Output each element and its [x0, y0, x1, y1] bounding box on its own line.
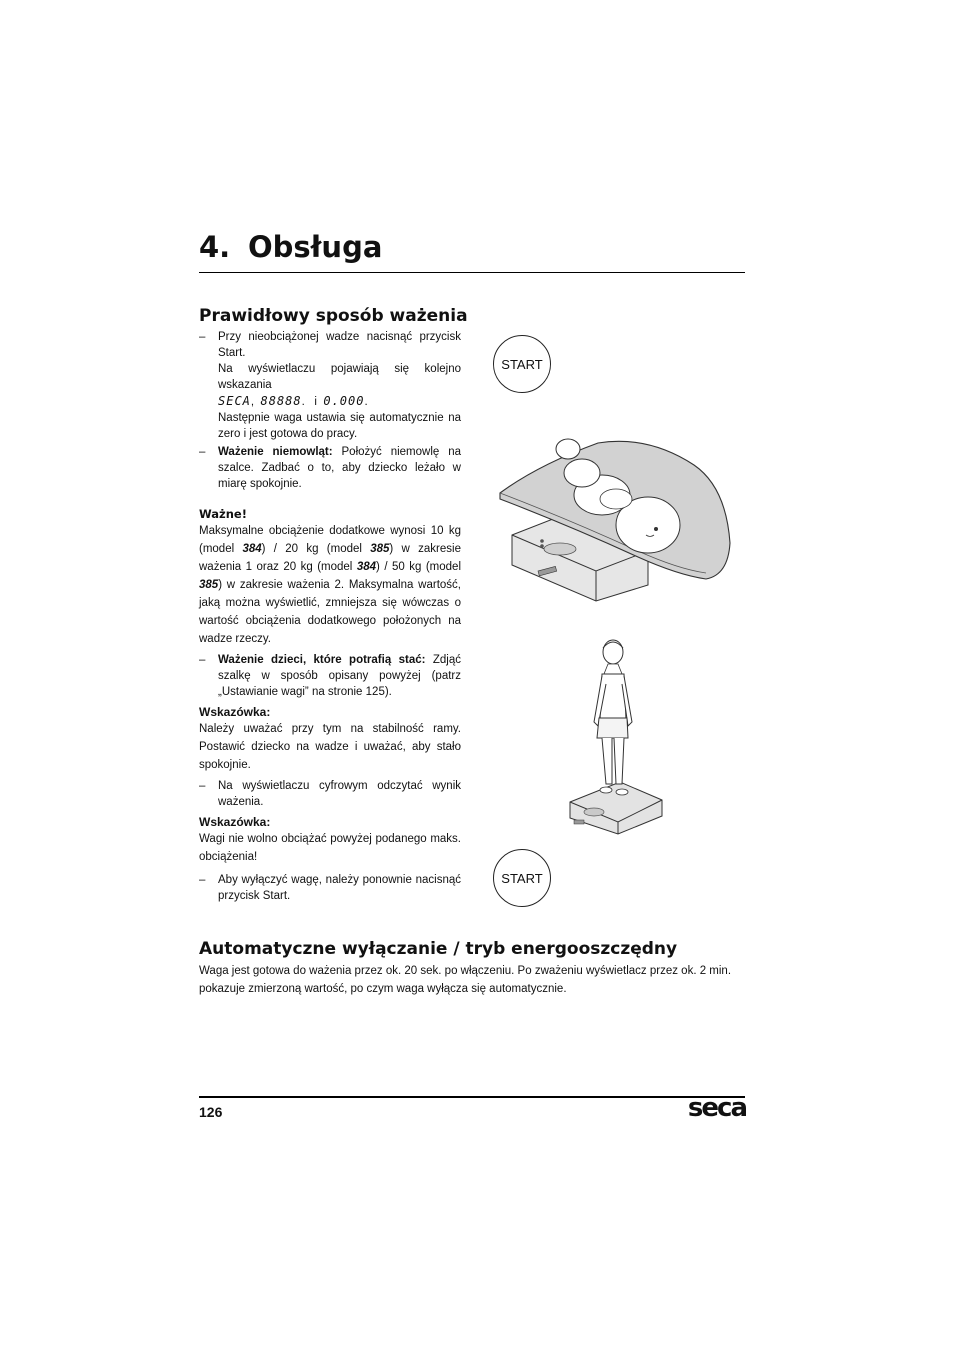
lcd-88888: 88888: [260, 394, 302, 408]
section-title-auto-off: Automatyczne wyłączanie / tryb energooszczędny: [199, 939, 678, 959]
child-on-scale-illustration: [566, 634, 666, 844]
chapter-title-text: Obsługa: [248, 230, 383, 264]
chapter-number: 4.: [199, 230, 231, 264]
auto-off-text: Waga jest gotowa do ważenia przez ok. 20 sek. po włączeniu. Po zważeniu wyświetlacz przez ok. 2 min. pokazuje zmierzoną wartość, po czym waga wyłącza się automatycznie.: [199, 965, 732, 995]
instructions-column: [199, 329, 461, 904]
lcd-zero: 0.000: [323, 394, 365, 408]
list-item-start: – Przy nieobciążonej wadze nacisnąć przycisk Start. Na wyświetlaczu pojawiają się kolejno wskazania SECA, 88888. i 0.000. Następnie waga ustawia się automatycznie na zero i jest gotowa do pracy.: [199, 331, 461, 440]
list-item-standing-child: – Ważenie dzieci, które potrafią stać: Zdjąć szalkę w sposób opisany powyżej (patrz „Ustawianie wagi” na stronie 125).: [199, 654, 461, 698]
list-item-infant: – Ważenie niemowląt: Położyć niemowlę na szalce. Zadbać o to, aby dziecko leżało w miarę spokojnie.: [199, 446, 462, 490]
list-item-read-result: – Na wyświetlaczu cyfrowym odczytać wynik ważenia.: [199, 780, 461, 808]
seca-logo: seca: [687, 1093, 746, 1123]
hint2-heading: Wskazówka:: [199, 815, 271, 829]
start-button-icon-top: START: [493, 335, 551, 393]
start-button-icon-bottom: START: [493, 849, 551, 907]
important-heading: Ważne!: [199, 507, 247, 521]
page-number: 126: [199, 1104, 223, 1120]
section-title-weighing: Prawidłowy sposób ważenia: [199, 306, 468, 326]
hint1-heading: Wskazówka:: [199, 705, 271, 719]
baby-scale-illustration: [498, 425, 734, 607]
footer-rule: [199, 1096, 745, 1098]
important-text: Maksymalne obciążenie dodatkowe wynosi 10 kg (model 384) / 20 kg (model 385) w zakresie ważenia 1 oraz 20 kg (model 384) / 50 kg (model 385) w zakresie ważenia 2. Maksymalna wartość, jaką można wyświetlić, zmniejsza się wówczas o wartość obciążenia dodatkowego położonych na wadze rzeczy.: [199, 525, 461, 645]
chapter-title: [199, 230, 382, 264]
hint1-text: Należy uważać przy tym na stabilność ramy. Postawić dziecko na wadze i uważać, aby stało spokojnie.: [199, 723, 461, 771]
hint2-text: Wagi nie wolno obciążać powyżej podanego maks. obciążenia!: [199, 833, 461, 863]
lcd-seca: SECA: [218, 394, 251, 408]
list-item-switch-off: – Aby wyłączyć wagę, należy ponownie nacisnąć przycisk Start.: [199, 874, 461, 902]
title-rule: [199, 272, 745, 273]
